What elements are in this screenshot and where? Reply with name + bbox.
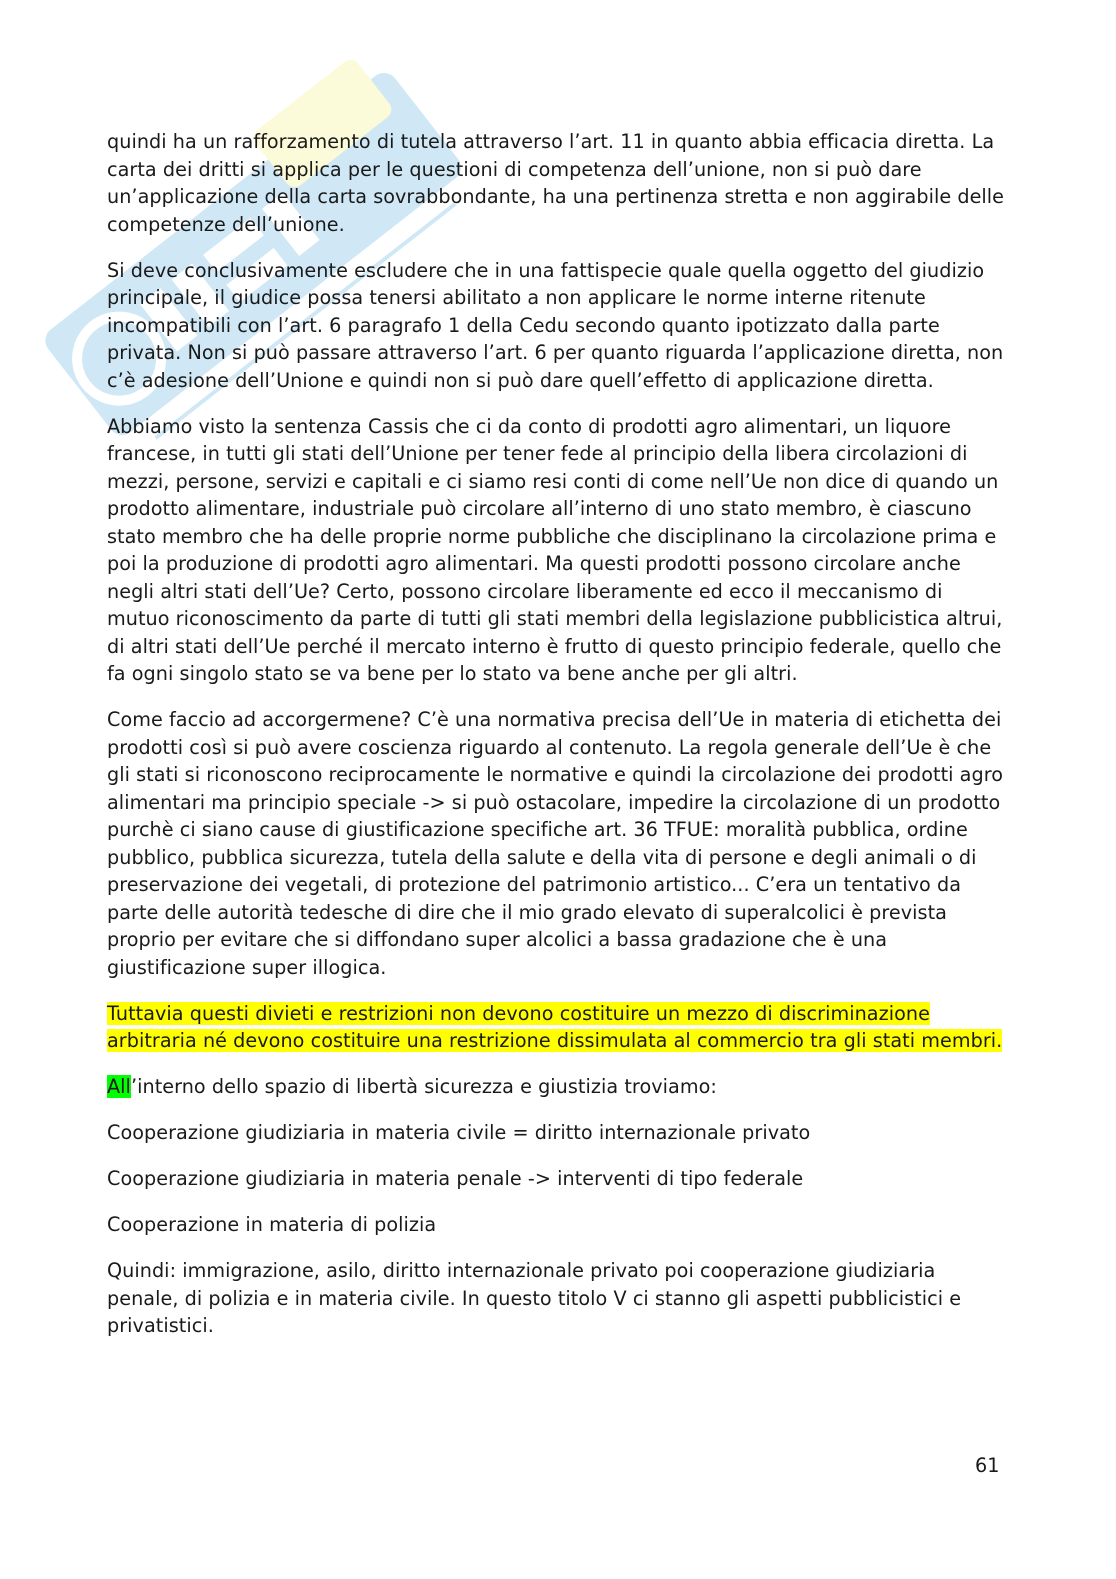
paragraph-cassis: Abbiamo visto la sentenza Cassis che ci da conto di prodotti agro alimentari, un liquore francese, in tutti gli stati dell’Unione per tener fede al principio della libera circolazioni di mezzi, persone, servizi e capitali e ci siamo resi conti di come nell’Ue non dice di quando un prodotto alimentare, industriale può circolare all’interno di uno stato membro, è ciascuno stato membro che ha delle proprie norme pubbliche che disciplinano la circolazione prima e poi la produzione di prodotti agro alimentari. Ma questi prodotti possono circolare anche negli altri stati dell’Ue? Certo, possono circolare liberamente ed ecco il meccanismo di mutuo riconoscimento da parte di tutti gli stati membri della legislazione pubblicistica altrui, di altri stati dell’Ue perché il mercato interno è frutto di questo principio federale, quello che fa ogni singolo stato se va bene per lo stato va bene anche per gli altri.	[107, 414, 1003, 685]
page-number: 61	[975, 1454, 1000, 1477]
paragraph-etichetta: Come faccio ad accorgermene? C’è una normativa precisa dell’Ue in materia di etichetta dei prodotti così si può avere coscienza riguardo al contenuto. La regola generale dell’Ue è che gli stati si riconoscono reciprocamente le normative e quindi la circolazione dei prodotti agro alimentari ma principio speciale -> si può ostacolare, impedire la circolazione di un prodotto purchè ci siano cause di giustificazione specifiche art. 36 TFUE: moralità pubblica, ordine pubblico, pubblica sicurezza, tutela della salute e della vita di persone e degli animali o di preservazione dei vegetali, di protezione del patrimonio artistico... C’era un tentativo da parte delle autorità tedesche di dire che il mio grado elevato di superalcolici è prevista proprio per evitare che si diffondano super alcolici a bassa gradazione che è una giustificazione super illogica.	[107, 708, 1004, 979]
highlighted-text: Tuttavia questi divieti e restrizioni non devono costituire un mezzo di discriminazione arbitraria né devono costituire una restrizione dissimulata al commercio tra gli stati membri.	[107, 1001, 1003, 1052]
list-line-civile: Cooperazione giudiziaria in materia civile = diritto internazionale privato	[107, 1121, 811, 1144]
list-line-polizia: Cooperazione in materia di polizia	[107, 1213, 437, 1236]
paragraph-cedu: Si deve conclusivamente escludere che in una fattispecie quale quella oggetto del giudizio principale, il giudice possa tenersi abilitato a non applicare le norme interne ritenute incompatibili con l’art. 6 paragrafo 1 della Cedu secondo quanto ipotizzato dalla parte privata. Non si può passare attraverso l’art. 6 per quanto riguarda l’applicazione diretta, non c’è adesione dell’Unione e quindi non si può dare quell’effetto di applicazione diretta.	[107, 258, 1004, 392]
list-line-penale: Cooperazione giudiziaria in materia penale -> interventi di tipo federale	[107, 1167, 804, 1190]
paragraph-spazio-rest: ’interno dello spazio di libertà sicurezza e giustizia troviamo:	[130, 1075, 717, 1098]
paragraph-conclusione: Quindi: immigrazione, asilo, diritto internazionale privato poi cooperazione giudiziaria penale, di polizia e in materia civile. In questo titolo V ci stanno gli aspetti pubblicistici e privatistici.	[107, 1259, 962, 1337]
highlighted-word: All	[107, 1075, 131, 1098]
paragraph-tutela: quindi ha un rafforzamento di tutela attraverso l’art. 11 in quanto abbia efficacia diretta. La carta dei dritti si applica per le questioni di competenza dell’unione, non si può dare un’applicazione della carta sovrabbondante, ha una pertinenza stretta e non aggirabile delle competenze dell’unione.	[107, 130, 1005, 236]
paragraph-spazio	[107, 1073, 1007, 1101]
paragraph-divieti	[107, 1000, 1007, 1055]
document-body	[107, 128, 1007, 1358]
